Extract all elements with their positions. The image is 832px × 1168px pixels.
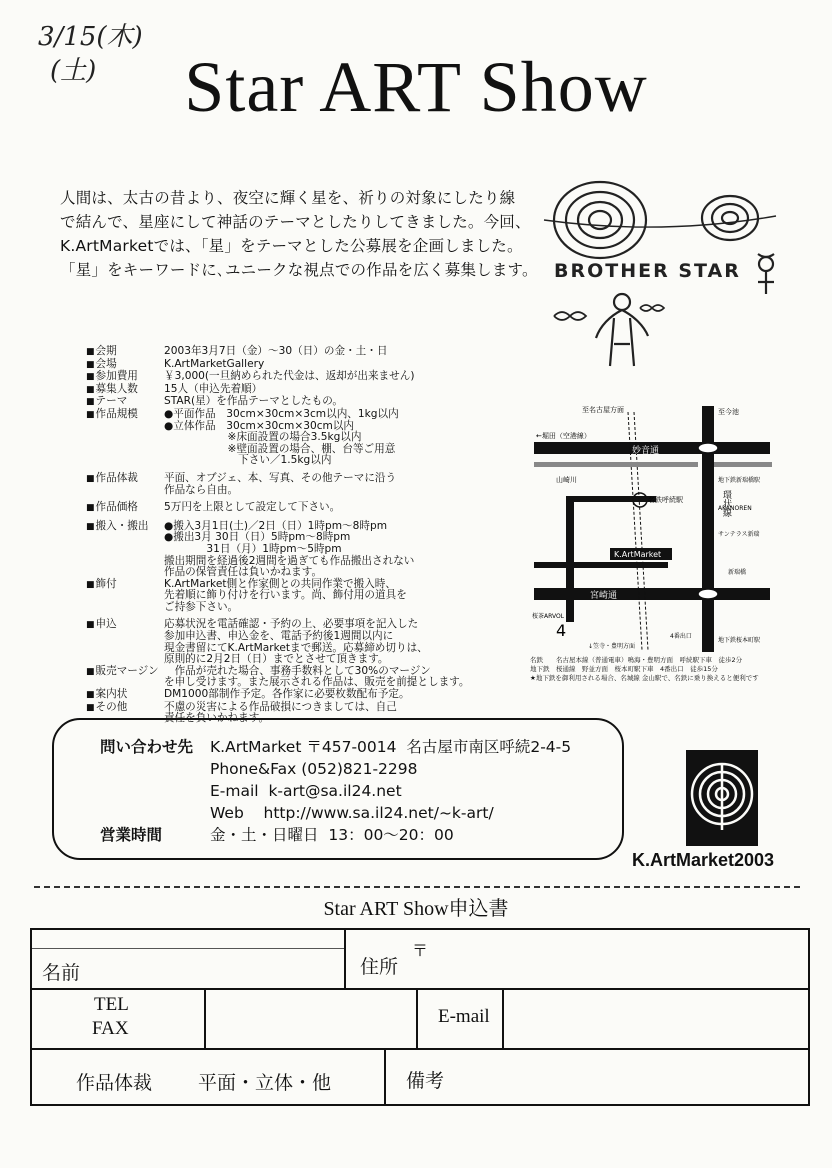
application-form: [30, 928, 810, 1106]
detail-value: 作品が売れた場合、事務手数料として30%のマージン を申し受けます。また展示される作品は、販売を前提とします。: [164, 664, 470, 689]
map-label-south2: 4番出口: [670, 633, 692, 640]
form-notes-label: 備考: [406, 1071, 445, 1092]
map-label-northeast: 至今池: [718, 408, 739, 416]
detail-row: [86, 521, 556, 579]
form-tel-fax-field[interactable]: [208, 992, 414, 1046]
detail-value: K.ArtMarketGallery: [164, 357, 265, 370]
logo: [686, 750, 758, 846]
map-label-stop: 桜茶ARVOL: [532, 613, 565, 620]
detail-label: ■ 申込: [86, 619, 164, 665]
inquiry-label: 問い合わせ先: [100, 738, 194, 756]
map-label-south: ↓笠寺・豊明方面: [588, 643, 636, 650]
cut-line: [34, 886, 800, 888]
page-title: Star ART Show: [184, 47, 648, 127]
form-title: Star ART Show申込書: [323, 898, 509, 920]
detail-label: ■ 会場: [86, 359, 164, 372]
detail-row: [86, 409, 556, 467]
intro-line: で結んで、星座にして神話のテーマとしたりしてきました。今回、: [60, 213, 531, 231]
form-email-label: E-mail: [438, 1006, 490, 1027]
detail-value: 不慮の災害による作品破損につきましては、自己 責任を負いかねます。: [164, 700, 397, 725]
detail-value: STAR(星）を作品テーマとしたもの。: [164, 395, 344, 408]
contact-phone: Phone&Fax (052)821-2298: [210, 760, 418, 778]
detail-label: ■ 参加費用: [86, 371, 164, 384]
intro-line: 「星」をキーワードに､ユニークな視点での作品を広く募集します。: [60, 261, 538, 279]
detail-row: [86, 371, 556, 384]
form-fax-label: FAX: [92, 1018, 129, 1039]
map-label-west: ←堀田（空港線）: [536, 432, 591, 440]
map-store-label: K.ArtMarket: [614, 550, 662, 559]
detail-row: [86, 666, 556, 689]
detail-value: K.ArtMarket側と作家側との共同作業で搬入時、 先着順に飾り付けを行います。尚、飾付用の道具を ご持参下さい。: [164, 577, 407, 613]
map-road-south-lane: [534, 562, 668, 568]
form-address-field[interactable]: [432, 938, 792, 984]
map-label-station3: 地下鉄桜本町駅: [718, 637, 761, 644]
detail-label: ■ その他: [86, 702, 164, 725]
detail-value: 5万円を上限として設定して下さい。: [164, 501, 341, 514]
contact-info: [100, 736, 571, 846]
map-label-myoon: 妙音通: [632, 446, 660, 456]
logo-text: K.ArtMarket2003: [632, 850, 775, 870]
map-label-station1: 名鉄呼続駅: [648, 496, 683, 504]
detail-value: 応募状況を電話確認・予約の上、必要事項を記入した 参加申込書、申込金を、電話予約後1週間以内に 現金書留にてK.ArtMarketまで郵送。応募締め切りは、 原則的に2月2日（日）までとさせて頂きます。: [164, 618, 428, 666]
spiral-logo-icon: [686, 750, 758, 846]
form-email-field[interactable]: [506, 992, 806, 1046]
intro-paragraph: [60, 186, 538, 282]
detail-label: ■ 募集人数: [86, 384, 164, 397]
map-label-north: 至名古屋方面: [582, 406, 624, 414]
form-address-label: 住所: [360, 957, 399, 978]
detail-label: ■ 搬入・搬出: [86, 521, 164, 579]
contact-web[interactable]: Web http://www.sa.il24.net/~k-art/: [210, 804, 494, 822]
contact-email[interactable]: E-mail k-art@sa.il24.net: [210, 782, 402, 800]
intro-line: K.ArtMarketでは、「星」をテーマとした公募展を企画しました。: [60, 237, 523, 255]
detail-value: DM1000部制作予定。各作家に必要枚数配布予定。: [164, 688, 410, 701]
map-label-shinmizuho: 新瑞橋: [728, 569, 747, 576]
detail-row: [86, 473, 556, 496]
map-label-sun: サンテラス新瑞: [718, 531, 760, 538]
detail-value: ●搬入3月1日(土)／2日（日）1時pm～8時pm ●搬出3月 30日（日）5時pm～8時pm 31日（月）1時pm～5時pm 搬出期間を経過後2週間を過ぎても作品搬出されない 作品の保管責任は負いかねます。: [164, 519, 415, 579]
form-notes-field[interactable]: [452, 1052, 806, 1104]
detail-value: 平面、オブジェ、本、写真、その他テーマに沿う 作品なら自由。: [164, 471, 397, 496]
detail-row: [86, 689, 556, 702]
form-name-label: 名前: [42, 963, 81, 984]
map-label-river: 山崎川: [556, 476, 577, 484]
detail-label: ■ テーマ: [86, 396, 164, 409]
detail-row: [86, 502, 556, 515]
hours-label: 営業時間: [100, 826, 163, 844]
detail-value: 2003年3月7日（金）～30（日）の金・土・日: [164, 345, 388, 357]
access-map: [528, 400, 778, 700]
map-road-west: [566, 496, 574, 622]
map-river: [534, 462, 698, 467]
map-legend: 名鉄 名古屋本線（普通電車）鳴海・豊明方面 呼続駅下車 徒歩2分 地下鉄 桜通線 野並方面 桜本町駅下車 4番出口 徒歩15分 ★地下鉄を御利用される場合、名城線 金山駅で、名鉄に乗り換えると便利です: [530, 656, 759, 682]
map-label-akanoren: AKANOREN: [718, 505, 752, 512]
north-arrow-icon: 4: [556, 621, 567, 640]
detail-row: [86, 579, 556, 614]
postal-mark: 〒: [412, 943, 429, 960]
map-label-ring: 環状線: [721, 490, 731, 517]
detail-label: ■ 作品規模: [86, 409, 164, 467]
detail-value: 15人（申込先着順）: [164, 382, 263, 395]
map-label-station2: 地下鉄新瑞橋駅: [718, 477, 761, 484]
detail-label: ■ 飾付: [86, 579, 164, 614]
detail-label: ■ 案内状: [86, 689, 164, 702]
detail-row: [86, 619, 556, 665]
handwritten-date-line1: 3/15(木): [38, 22, 143, 52]
form-tel-label: TEL: [94, 994, 129, 1015]
detail-label: ■ 会期: [86, 346, 164, 359]
form-genre-label: 作品体裁: [76, 1073, 153, 1094]
intro-line: 人間は、太古の昔より、夜空に輝く星を、祈りの対象にしたり線: [60, 189, 516, 207]
event-details: [86, 346, 556, 725]
contact-hours: 金・土・日曜日 13：00～20：00: [210, 826, 454, 844]
contact-address: K.ArtMarket 〒457-0014 名古屋市南区呼続2-4-5: [210, 738, 572, 756]
handwritten-date-line2: (土): [50, 56, 97, 86]
detail-value: ￥3,000(一旦納められた代金は、返却が出来ません): [164, 370, 415, 383]
form-name-field[interactable]: [92, 952, 332, 984]
detail-label: ■ 作品体裁: [86, 473, 164, 496]
brother-star-caption: BROTHER STAR: [554, 260, 741, 282]
detail-row: [86, 346, 556, 359]
detail-label: ■ 販売マージン: [86, 666, 164, 689]
detail-value: ●平面作品 30cm×30cm×3cm以内、1kg以内 ●立体作品 30cm×30cm×30cm以内 ※床面設置の場合3.5kg以内 ※壁面設置の場合、棚、台等ご用意 下さい／1.5kg以内: [164, 407, 399, 467]
form-genre-options[interactable]: 平面・立体・他: [198, 1073, 332, 1094]
detail-label: ■ 作品価格: [86, 502, 164, 515]
map-road-mid: [566, 496, 656, 502]
map-label-miyazaki: 宮崎通: [590, 591, 618, 601]
